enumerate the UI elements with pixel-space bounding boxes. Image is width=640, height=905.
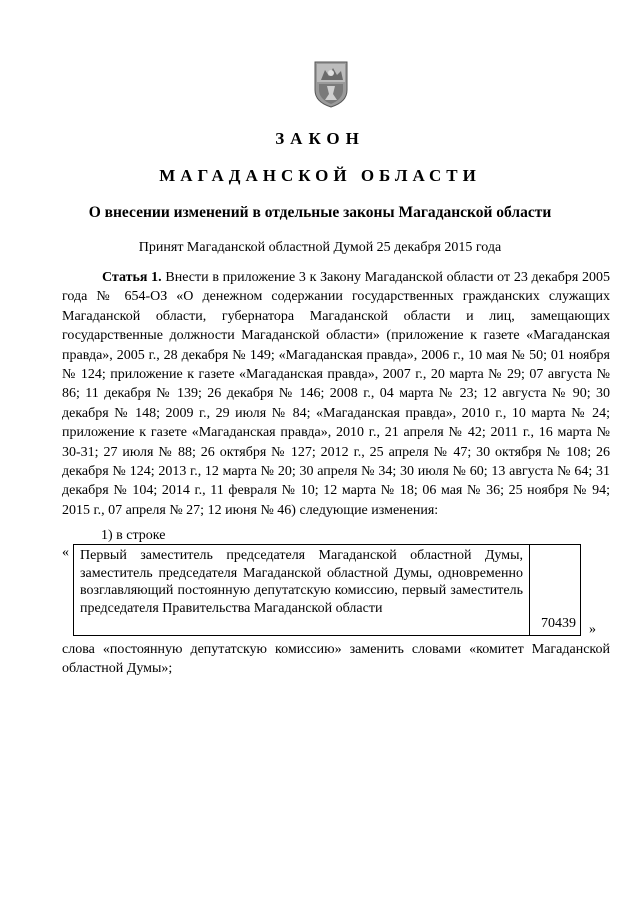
quote-close-mark: » [589,622,596,637]
adoption-line: Принят Магаданской областной Думой 25 декабря 2015 года [138,240,502,255]
article-1-text: Внести в приложение 3 к Закону Магаданской области от 23 декабря 2005 года № 654-ОЗ «О денежном содержании государственных гражданских служащих Магаданской области, губернатора Магаданской области и лиц, замещающих государственные должности Магаданской области» (приложение к газете «Магаданская правда», 2005 г., 28 декабря № 149; «Магаданская правда», 2006 г., 10 мая № 50; 01 ноября № 124; приложение к газете «Магаданская правда», 2007 г., 20 марта № 29; 07 августа № 86; 11 декабря № 139; 26 декабря № 146; 2008 г., 04 марта № 23; 12 августа № 90; 30 декабря № 148; 2009 г., 29 июля № 84; «Магаданская правда», 2010 г., 10 марта № 24; приложение к газете «Магаданская правда», 2010 г., 21 апреля № 42; 2011 г., 16 марта № 30-31; 27 июля № 88; 26 октября № 127; 2012 г., 25 апреля № 47; 30 октября № 108; 26 декабря № 124; 2013 г., 12 марта № 20; 30 апреля № 34; 30 июля № 60; 13 августа № 64; 31 декабря № 104; 2014 г., 11 февраля № 10; 12 марта № 18; 06 мая № 36; 25 ноября № 94; 2015 г., 07 апреля № 27; 12 июня № 46) следующие изменения: [62,270,610,518]
article-1-paragraph [62,268,610,520]
region-title: МАГАДАНСКОЙ ОБЛАСТИ [159,166,481,185]
document-type-title: ЗАКОН [275,129,365,148]
article-1-label: Статья 1. [102,270,162,285]
amended-row-table [73,544,581,636]
row-value-cell [530,545,580,635]
quote-open-mark: « [62,545,69,560]
law-subject-title: О внесении изменений в отдельные законы Магаданской области [88,204,552,221]
item-1-replacement-text: слова «постоянную депутатскую комиссию» заменить словами «комитет Магаданской областной Думы»; [62,642,610,677]
row-value: 70439 [541,616,576,631]
coat-of-arms-emblem [313,60,349,108]
row-position-cell: Первый заместитель председателя Магаданской областной Думы, заместитель председателя Магаданской областной Думы, одновременно возглавляющий постоянную депутатскую комиссию, первый заместитель председателя Правительства Магаданской области [74,545,530,635]
item-1-label: 1) в строке [101,528,166,543]
